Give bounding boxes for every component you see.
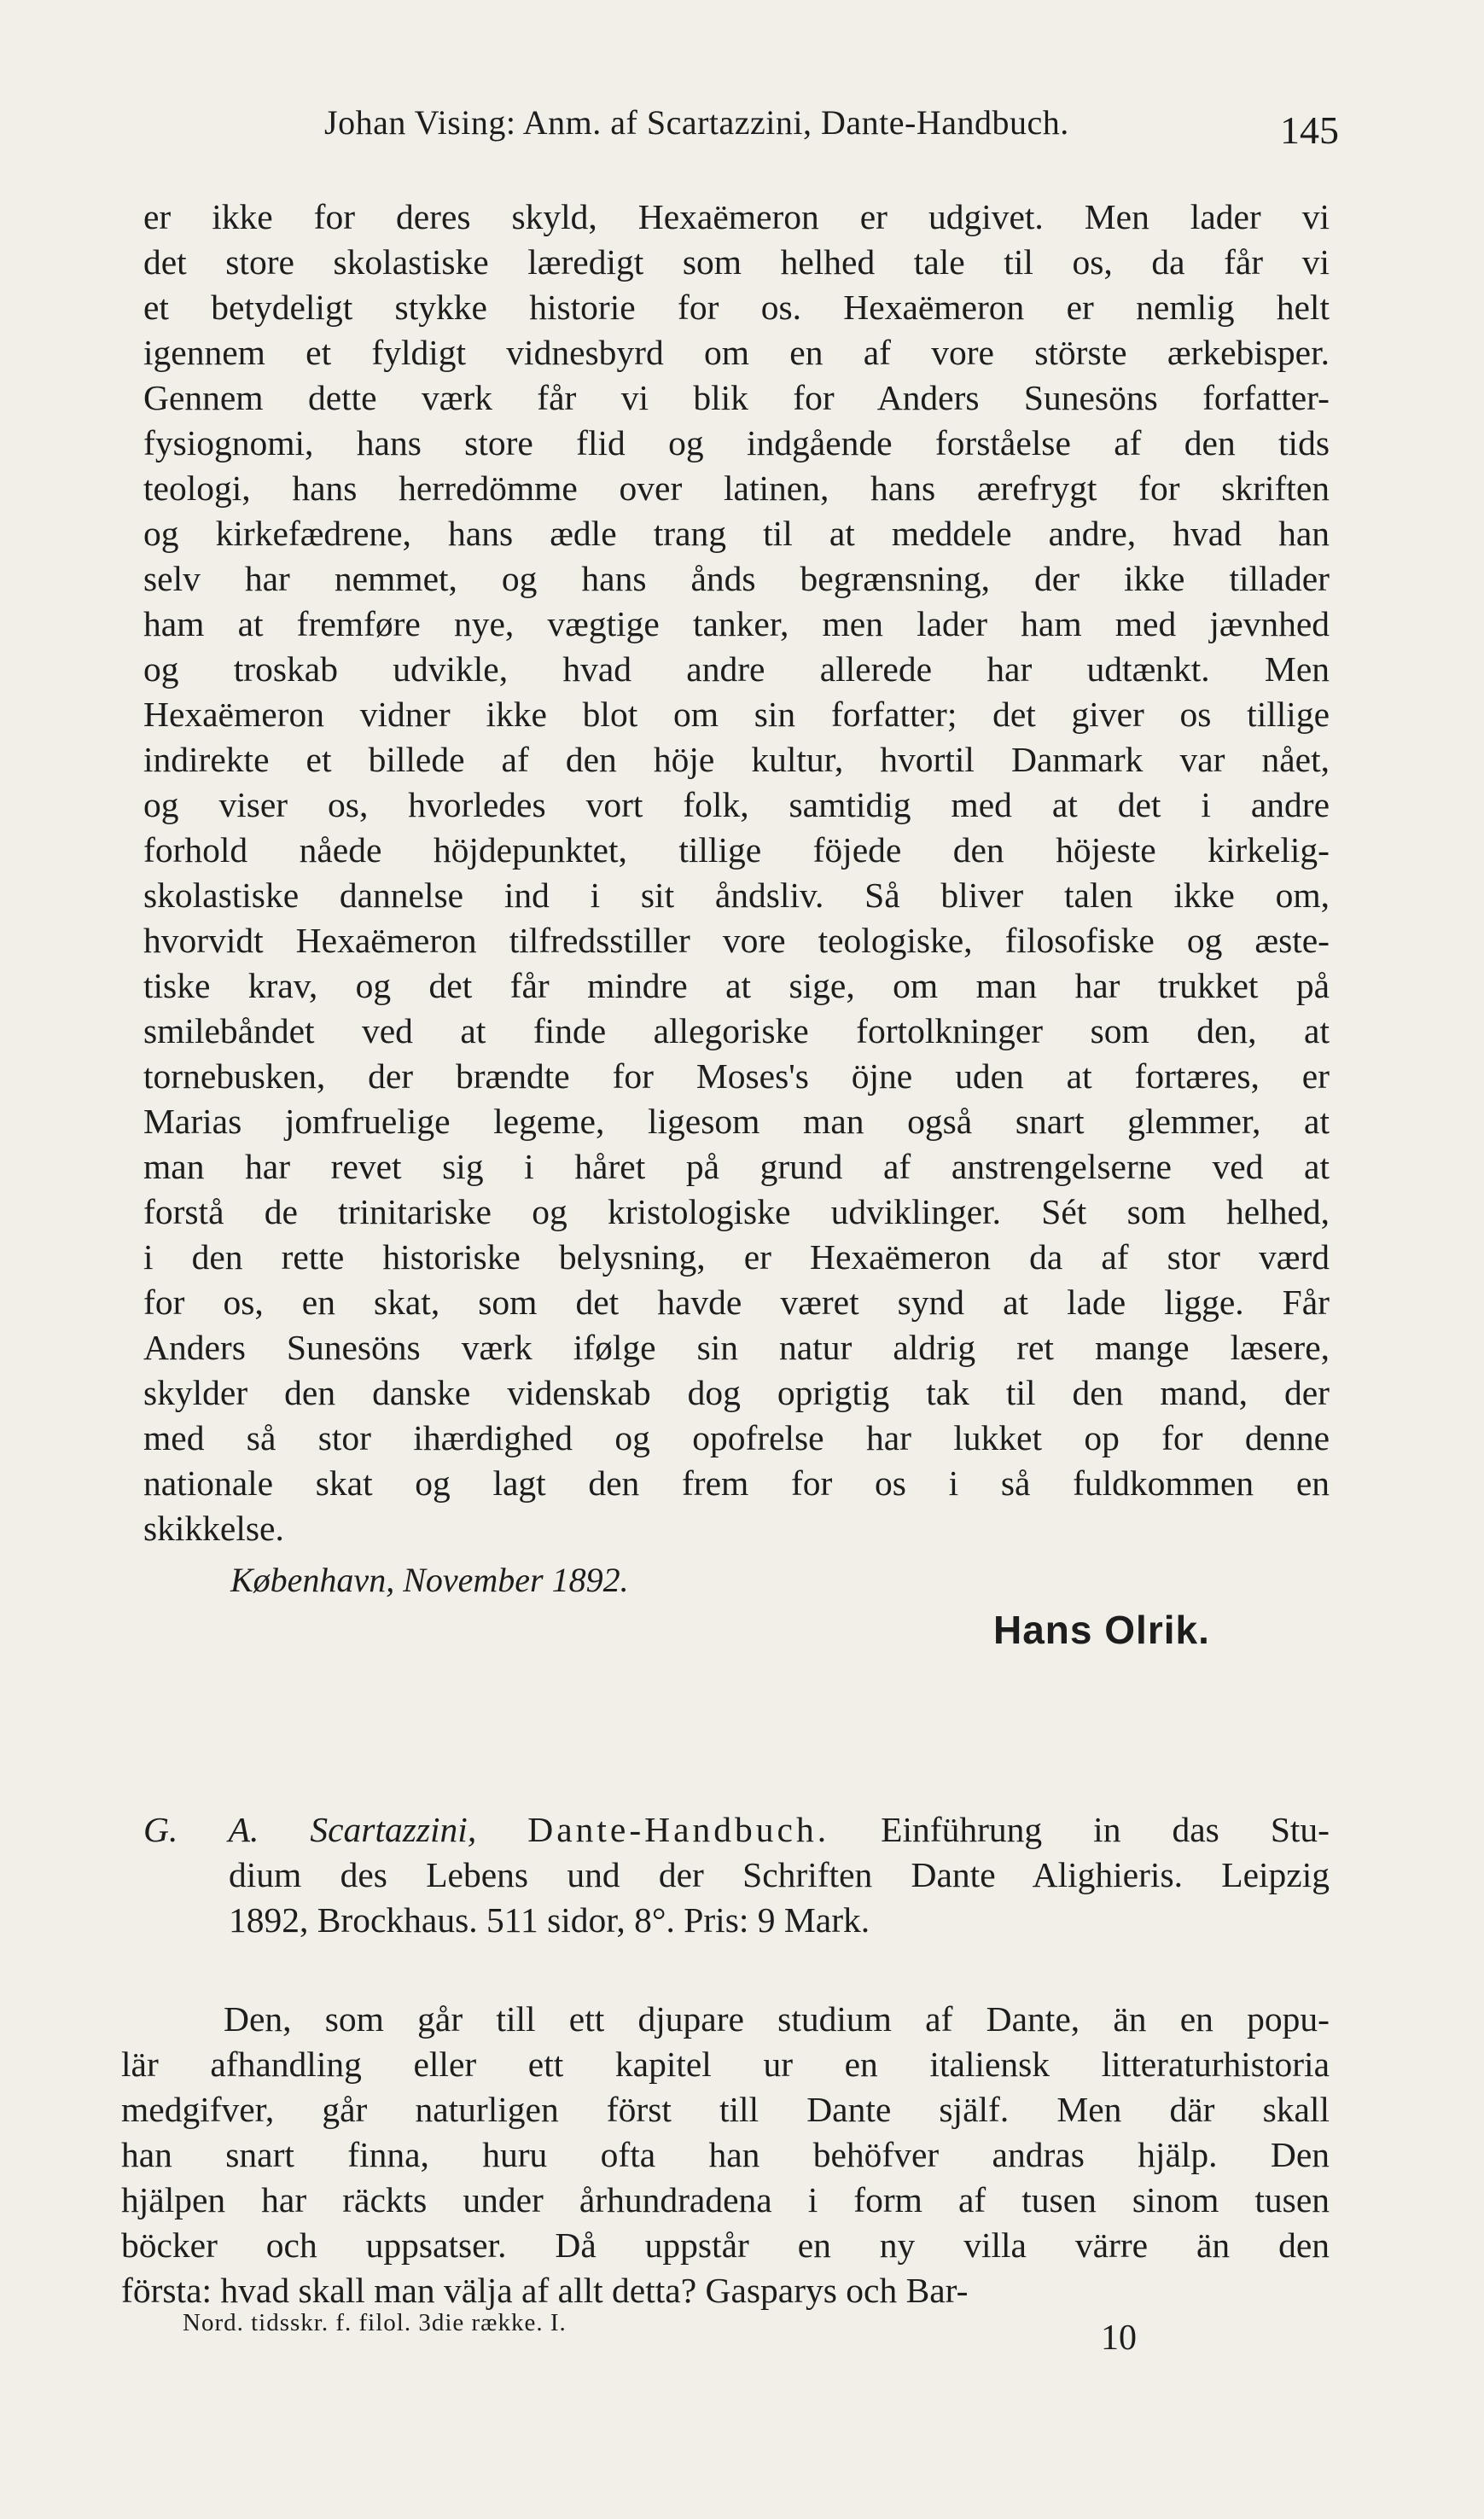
text-line: og kirkefædrene, hans ædle trang til at meddele andre, hvad han — [143, 514, 1330, 553]
text-line: Gennem dette værk får vi blik for Anders Sunesöns forfatter- — [143, 378, 1330, 417]
journal-footer: Nord. tidsskr. f. filol. 3die række. I. — [183, 2309, 567, 2336]
text-line: tornebusken, der brændte for Moses's öjne uden at fortæres, er — [143, 1056, 1330, 1096]
second-review-paragraph — [121, 1997, 1330, 2313]
text-line: man har revet sig i håret på grund af anstrengelserne ved at — [143, 1147, 1330, 1186]
biblio-line-2: dium des Lebens und der Schriften Dante Alighieris. Leipzig — [229, 1855, 1330, 1894]
text-line: han snart finna, huru ofta han behöfver andras hjälp. Den — [121, 2135, 1330, 2174]
text-line: första: hvad skall man välja af allt detta? Gasparys och Bar- — [121, 2271, 969, 2310]
page-number: 145 — [1280, 108, 1339, 152]
signature-mark: 10 — [1101, 2318, 1137, 2358]
text-line: Den, som går till ett djupare studium af Dante, än en popu- — [224, 1999, 1330, 2039]
text-line: det store skolastiske læredigt som helhed tale til os, da får vi — [143, 242, 1330, 282]
text-line: Anders Sunesöns værk ifølge sin natur aldrig ret mange læsere, — [143, 1328, 1330, 1367]
text-line: og troskab udvikle, hvad andre allerede har udtænkt. Men — [143, 649, 1330, 689]
text-line: Marias jomfruelige legeme, ligesom man også snart glemmer, at — [143, 1102, 1330, 1141]
text-line: nationale skat og lagt den frem for os i så fuldkommen en — [143, 1463, 1330, 1503]
text-line: i den rette historiske belysning, er Hexaëmeron da af stor værd — [143, 1237, 1330, 1277]
text-line: forstå de trinitariske og kristologiske udviklinger. Sét som helhed, — [143, 1192, 1330, 1231]
text-line: hvorvidt Hexaëmeron tilfredsstiller vore teologiske, filosofiske og æste- — [143, 921, 1330, 960]
biblio-subtitle-start: Einführung in das Stu- — [881, 1810, 1330, 1849]
text-line: forhold nåede höjdepunktet, tillige föjede den höjeste kirkelig- — [143, 830, 1330, 870]
text-line: ham at fremføre nye, vægtige tanker, men lader ham med jævnhed — [143, 604, 1330, 643]
bibliographic-entry — [143, 1807, 1330, 1943]
biblio-line-3: 1892, Brockhaus. 511 sidor, 8°. Pris: 9 Mark. — [229, 1900, 870, 1940]
text-line: indirekte et billede af den höje kultur, hvortil Danmark var nået, — [143, 740, 1330, 779]
biblio-author: G. A. Scartazzini, — [143, 1810, 477, 1849]
text-line: igennem et fyldigt vidnesbyrd om en af vore störste ærkebisper. — [143, 333, 1330, 372]
text-line: skylder den danske videnskab dog oprigtig tak til den mand, der — [143, 1373, 1330, 1412]
text-line: skikkelse. — [143, 1509, 284, 1548]
text-line: og viser os, hvorledes vort folk, samtidig med at det i andre — [143, 785, 1330, 824]
text-line: tiske krav, og det får mindre at sige, om man har trukket på — [143, 966, 1330, 1005]
text-line: hjälpen har räckts under århundradena i form af tusen sinom tusen — [121, 2180, 1330, 2219]
running-head: Johan Vising: Anm. af Scartazzini, Dante-Handbuch. — [324, 103, 1069, 142]
biblio-title: Dante-Handbuch. — [527, 1810, 830, 1849]
text-line: Hexaëmeron vidner ikke blot om sin forfatter; det giver os tillige — [143, 695, 1330, 734]
text-line: er ikke for deres skyld, Hexaëmeron er udgivet. Men lader vi — [143, 197, 1330, 236]
text-line: selv har nemmet, og hans ånds begrænsning, der ikke tillader — [143, 559, 1330, 598]
review-paragraph — [143, 195, 1330, 1551]
author-signature: Hans Olrik. — [993, 1608, 1210, 1652]
dateline: København, November 1892. — [230, 1561, 629, 1599]
text-line: med så stor ihærdighed og opofrelse har lukket op for denne — [143, 1418, 1330, 1457]
text-line: skolastiske dannelse ind i sit åndsliv. Så bliver talen ikke om, — [143, 876, 1330, 915]
text-line: lär afhandling eller ett kapitel ur en italiensk litteraturhistoria — [121, 2045, 1330, 2084]
text-line: fysiognomi, hans store flid og indgående forståelse af den tids — [143, 423, 1330, 462]
text-line: smilebåndet ved at finde allegoriske fortolkninger som den, at — [143, 1011, 1330, 1050]
text-line: böcker och uppsatser. Då uppstår en ny villa värre än den — [121, 2225, 1330, 2265]
text-line: et betydeligt stykke historie for os. Hexaëmeron er nemlig helt — [143, 288, 1330, 327]
text-line: for os, en skat, som det havde været synd at lade ligge. Får — [143, 1283, 1330, 1322]
text-line: medgifver, går naturligen först till Dante själf. Men där skall — [121, 2090, 1330, 2129]
text-line: teologi, hans herredömme over latinen, hans ærefrygt for skriften — [143, 468, 1330, 508]
